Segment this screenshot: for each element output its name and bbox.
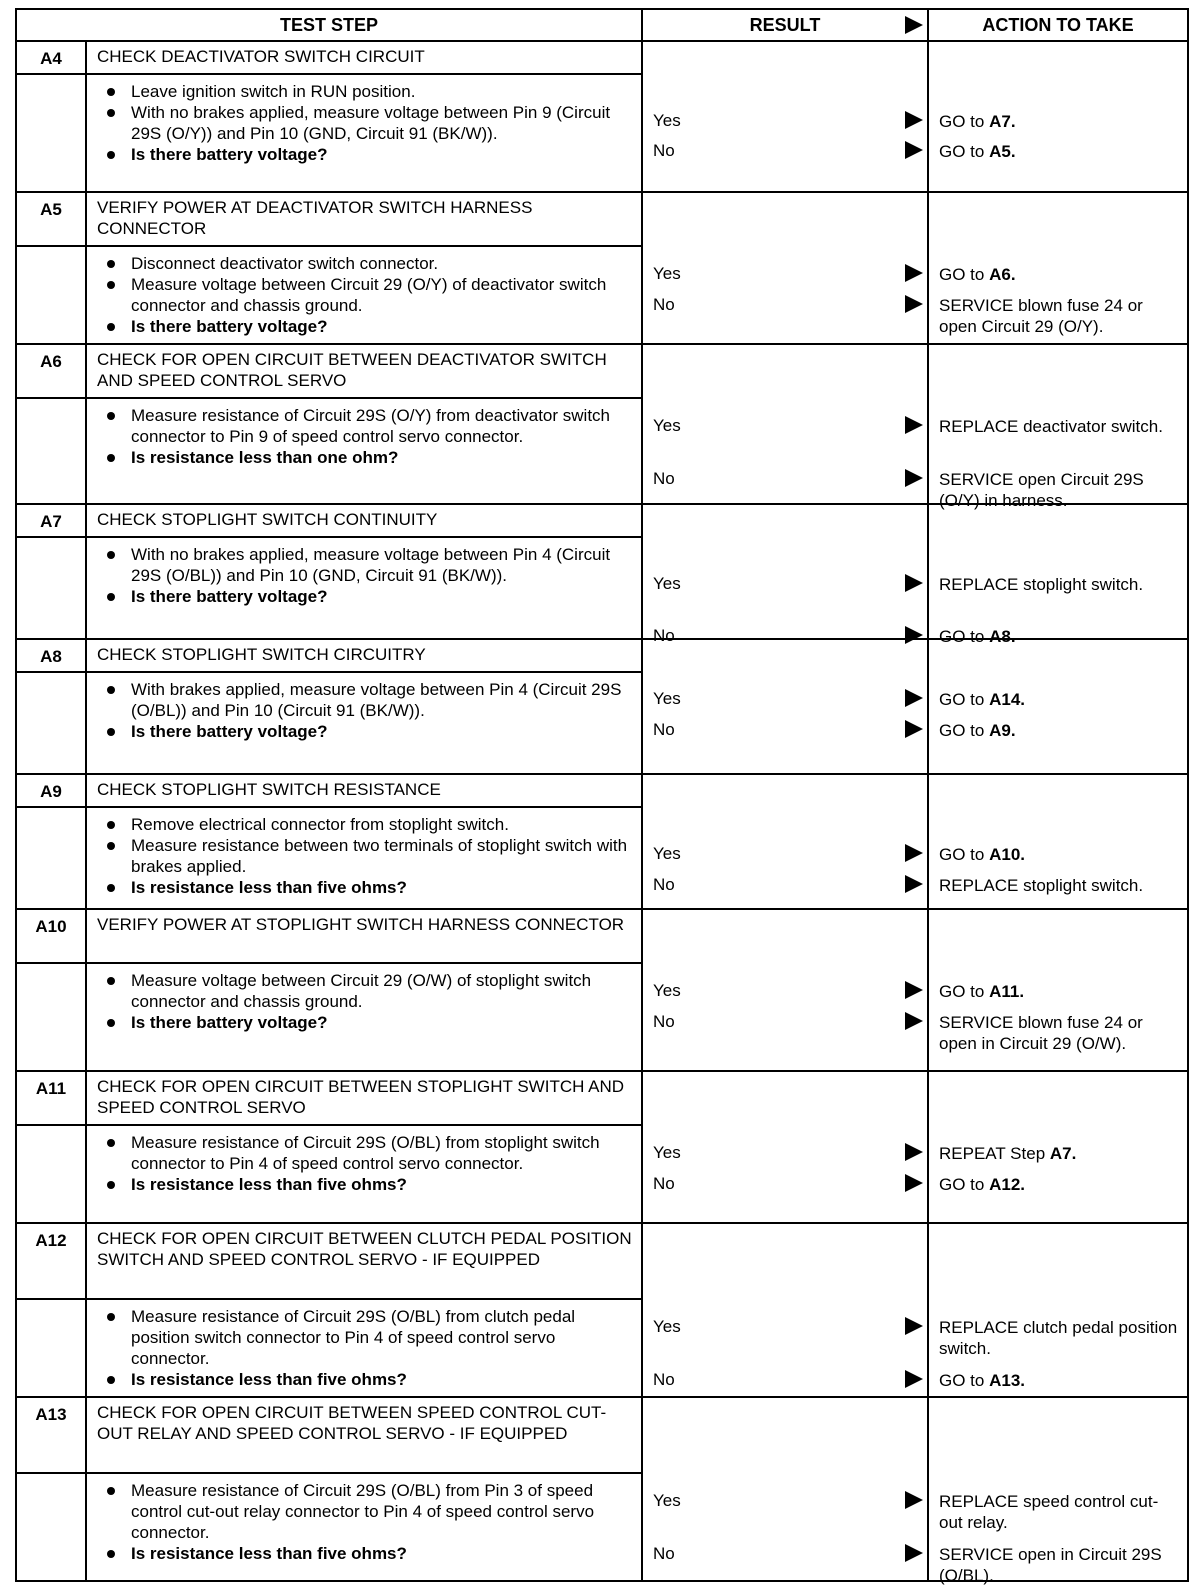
result-yes-label: Yes (653, 1491, 681, 1510)
action-no (939, 1174, 1181, 1195)
action-cell (928, 774, 1188, 909)
step-id: A6 (16, 344, 86, 398)
list-item (97, 1480, 631, 1543)
step-title-row (16, 909, 1188, 963)
action-yes-target: A7. (1049, 1144, 1077, 1163)
arrow-icon (905, 16, 923, 34)
arrow-icon (905, 111, 923, 129)
arrow-icon (905, 416, 923, 434)
header-result (642, 9, 928, 41)
header-action: ACTION TO TAKE (928, 9, 1188, 41)
list-item (97, 405, 631, 447)
result-no (643, 1011, 927, 1033)
step-id: A4 (16, 41, 86, 74)
action-no-text: SERVICE blown fuse 24 or open Circuit 29 (O/Y). (939, 296, 1143, 336)
list-item (97, 544, 631, 586)
step-title: VERIFY POWER AT DEACTIVATOR SWITCH HARNESS CONNECTOR (86, 192, 642, 246)
result-cell (642, 1397, 928, 1581)
arrow-icon (905, 141, 923, 159)
bullet-icon (107, 821, 115, 829)
instruction-text: With brakes applied, measure voltage between Pin 4 (Circuit 29S (O/BL)) and Pin 10 (Circuit 91 (BK/W)). (131, 680, 622, 720)
step-id: A11 (16, 1071, 86, 1125)
list-item (97, 316, 631, 337)
action-yes (939, 1143, 1181, 1164)
action-no (939, 875, 1181, 896)
action-no-text: SERVICE open Circuit 29S (O/Y) in harness. (939, 470, 1144, 510)
question-text: Is resistance less than five ohms? (131, 1370, 407, 1389)
result-no-label: No (653, 1174, 675, 1193)
bullet-icon (107, 1019, 115, 1027)
result-no-label: No (653, 1370, 675, 1389)
table-header-row (16, 9, 1188, 41)
instruction-text: Measure resistance of Circuit 29S (O/BL) from stoplight switch connector to Pin 4 of speed control servo connector. (131, 1133, 600, 1173)
step-title: VERIFY POWER AT STOPLIGHT SWITCH HARNESS CONNECTOR (86, 909, 642, 963)
step-title-row (16, 344, 1188, 398)
action-no-target: A12. (989, 1175, 1026, 1194)
result-yes-label: Yes (653, 574, 681, 593)
step-title: CHECK FOR OPEN CIRCUIT BETWEEN STOPLIGHT SWITCH AND SPEED CONTROL SERVO (86, 1071, 642, 1125)
result-yes-label: Yes (653, 844, 681, 863)
step-title-row (16, 639, 1188, 672)
question-text: Is resistance less than one ohm? (131, 448, 399, 467)
bullet-icon (107, 884, 115, 892)
step-id: A8 (16, 639, 86, 672)
step-id: A12 (16, 1223, 86, 1299)
result-yes-label: Yes (653, 1143, 681, 1162)
arrow-icon (905, 1544, 923, 1562)
action-no-text: GO to (939, 1371, 990, 1390)
action-no (939, 1370, 1181, 1391)
step-id-blank (16, 1473, 86, 1581)
result-yes (643, 1490, 927, 1512)
instruction-text: Remove electrical connector from stoplight switch. (131, 815, 509, 834)
result-no-label: No (653, 1012, 675, 1031)
step-instructions (86, 1299, 642, 1397)
list-item (97, 1306, 631, 1369)
result-cell (642, 774, 928, 909)
list-item (97, 835, 631, 877)
step-title-row (16, 504, 1188, 537)
instruction-list (97, 679, 631, 742)
action-no (939, 295, 1181, 337)
action-yes-text: REPLACE clutch pedal position switch. (939, 1318, 1178, 1358)
step-title-row (16, 1397, 1188, 1473)
action-yes (939, 689, 1181, 710)
list-item (97, 679, 631, 721)
action-cell (928, 1397, 1188, 1585)
instruction-text: Measure resistance of Circuit 29S (O/BL) from clutch pedal position switch connector to Pin 4 of speed control servo connector. (131, 1307, 576, 1368)
arrow-icon (905, 875, 923, 893)
action-no (939, 1012, 1181, 1054)
result-no-label: No (653, 1544, 675, 1563)
bullet-icon (107, 728, 115, 736)
step-id-blank (16, 1125, 86, 1223)
result-cell (642, 192, 928, 344)
question-text: Is resistance less than five ohms? (131, 1544, 407, 1563)
list-item (97, 1543, 631, 1564)
action-no-text: SERVICE blown fuse 24 or open in Circuit 29 (O/W). (939, 1013, 1143, 1053)
bullet-icon (107, 151, 115, 159)
bullet-icon (107, 1487, 115, 1495)
result-yes (643, 1142, 927, 1164)
list-item (97, 274, 631, 316)
step-title-row (16, 1223, 1188, 1299)
step-id-blank (16, 963, 86, 1071)
instruction-list (97, 405, 631, 468)
list-item (97, 144, 631, 165)
result-yes-label: Yes (653, 416, 681, 435)
action-yes (939, 844, 1181, 865)
step-title: CHECK STOPLIGHT SWITCH CIRCUITRY (86, 639, 642, 672)
result-no (643, 1173, 927, 1195)
action-no-text: REPLACE stoplight switch. (939, 876, 1144, 895)
result-yes (643, 573, 927, 595)
action-yes (939, 416, 1181, 437)
arrow-icon (905, 1012, 923, 1030)
step-instructions (86, 246, 642, 344)
step-instructions (86, 807, 642, 909)
question-text: Is there battery voltage? (131, 145, 328, 164)
instruction-text: Leave ignition switch in RUN position. (131, 82, 416, 101)
result-no (643, 874, 927, 896)
action-cell (928, 504, 1188, 646)
action-no (939, 141, 1181, 162)
result-yes (643, 110, 927, 132)
arrow-icon (905, 981, 923, 999)
result-no (643, 294, 927, 316)
step-title: CHECK STOPLIGHT SWITCH CONTINUITY (86, 504, 642, 537)
bullet-icon (107, 323, 115, 331)
instruction-list (97, 970, 631, 1033)
instruction-text: Measure voltage between Circuit 29 (O/Y) of deactivator switch connector and chassis ground. (131, 275, 607, 315)
action-yes-text: GO to (939, 690, 990, 709)
question-text: Is there battery voltage? (131, 722, 328, 741)
step-id-blank (16, 398, 86, 504)
list-item (97, 877, 631, 898)
step-id-blank (16, 672, 86, 774)
step-id: A10 (16, 909, 86, 963)
result-cell (642, 344, 928, 504)
action-no-target: A5. (989, 142, 1016, 161)
instruction-text: Measure resistance of Circuit 29S (O/Y) from deactivator switch connector to Pin 9 of speed control servo connector. (131, 406, 610, 446)
step-instructions (86, 672, 642, 774)
result-no (643, 1543, 927, 1565)
action-yes-text: GO to (939, 265, 990, 284)
bullet-icon (107, 842, 115, 850)
step-id: A5 (16, 192, 86, 246)
step-instructions (86, 1473, 642, 1581)
action-no-text: GO to (939, 721, 990, 740)
result-cell (642, 909, 928, 1071)
result-no-label: No (653, 626, 675, 645)
step-id-blank (16, 1299, 86, 1397)
action-no-text: GO to (939, 627, 990, 646)
result-yes (643, 688, 927, 710)
action-yes-text: GO to (939, 845, 990, 864)
action-yes-text: REPLACE stoplight switch. (939, 575, 1144, 594)
arrow-icon (905, 1491, 923, 1509)
bullet-icon (107, 1181, 115, 1189)
action-cell (928, 1071, 1188, 1223)
step-title: CHECK FOR OPEN CIRCUIT BETWEEN CLUTCH PEDAL POSITION SWITCH AND SPEED CONTROL SERVO - IF EQUIPPED (86, 1223, 642, 1299)
result-cell (642, 504, 928, 645)
list-item (97, 1132, 631, 1174)
arrow-icon (905, 264, 923, 282)
bullet-icon (107, 1313, 115, 1321)
bullet-icon (107, 977, 115, 985)
arrow-icon (905, 1174, 923, 1192)
result-yes (643, 1316, 927, 1338)
instruction-text: With no brakes applied, measure voltage between Pin 4 (Circuit 29S (O/BL)) and Pin 10 (GND, Circuit 91 (BK/W)). (131, 545, 611, 585)
result-cell (642, 1071, 928, 1223)
instruction-list (97, 814, 631, 898)
action-no-text: GO to (939, 1175, 990, 1194)
action-yes-target: A10. (989, 845, 1026, 864)
bullet-icon (107, 281, 115, 289)
action-cell (928, 909, 1188, 1071)
action-yes (939, 1491, 1181, 1533)
step-title: CHECK DEACTIVATOR SWITCH CIRCUIT (86, 41, 642, 74)
arrow-icon (905, 720, 923, 738)
header-test-step: TEST STEP (16, 9, 642, 41)
arrow-icon (905, 1143, 923, 1161)
result-yes (643, 415, 927, 437)
step-title-row (16, 774, 1188, 807)
result-yes-label: Yes (653, 981, 681, 1000)
instruction-list (97, 544, 631, 607)
action-no (939, 1544, 1181, 1586)
list-item (97, 102, 631, 144)
step-id: A13 (16, 1397, 86, 1473)
action-yes (939, 574, 1181, 595)
step-instructions (86, 1125, 642, 1223)
step-title-row (16, 1071, 1188, 1125)
action-no-target: A9. (989, 721, 1016, 740)
action-no-target: A8. (989, 627, 1016, 646)
instruction-text: Measure resistance of Circuit 29S (O/BL) from Pin 3 of speed control cut-out relay connector to Pin 4 of speed control servo connector. (131, 1481, 595, 1542)
instruction-list (97, 1132, 631, 1195)
bullet-icon (107, 412, 115, 420)
instruction-list (97, 253, 631, 337)
action-yes-text: REPLACE deactivator switch. (939, 417, 1163, 436)
bullet-icon (107, 1550, 115, 1558)
header-result-label: RESULT (749, 14, 821, 35)
step-instructions (86, 537, 642, 639)
step-instructions (86, 74, 642, 192)
question-text: Is there battery voltage? (131, 317, 328, 336)
result-no-label: No (653, 875, 675, 894)
arrow-icon (905, 295, 923, 313)
result-no-label: No (653, 469, 675, 488)
arrow-icon (905, 844, 923, 862)
action-yes-text: GO to (939, 982, 990, 1001)
bullet-icon (107, 686, 115, 694)
list-item (97, 970, 631, 1012)
step-instructions (86, 398, 642, 504)
arrow-icon (905, 469, 923, 487)
bullet-icon (107, 593, 115, 601)
instruction-text: Measure voltage between Circuit 29 (O/W) of stoplight switch connector and chassis ground. (131, 971, 592, 1011)
action-yes-target: A7. (989, 112, 1016, 131)
step-id: A7 (16, 504, 86, 537)
instruction-list (97, 1480, 631, 1564)
step-title: CHECK STOPLIGHT SWITCH RESISTANCE (86, 774, 642, 807)
step-instructions (86, 963, 642, 1071)
result-no (643, 140, 927, 162)
result-yes-label: Yes (653, 1317, 681, 1336)
question-text: Is resistance less than five ohms? (131, 1175, 407, 1194)
question-text: Is there battery voltage? (131, 587, 328, 606)
result-yes-label: Yes (653, 111, 681, 130)
action-yes (939, 1317, 1181, 1359)
result-no-label: No (653, 141, 675, 160)
arrow-icon (905, 689, 923, 707)
action-yes-target: A11. (989, 982, 1025, 1001)
question-text: Is resistance less than five ohms? (131, 878, 407, 897)
action-yes (939, 264, 1181, 285)
action-yes-target: A14. (989, 690, 1026, 709)
list-item (97, 1174, 631, 1195)
list-item (97, 447, 631, 468)
result-no (643, 1369, 927, 1391)
step-id-blank (16, 246, 86, 344)
action-yes-target: A6. (989, 265, 1016, 284)
action-cell (928, 639, 1188, 774)
step-title: CHECK FOR OPEN CIRCUIT BETWEEN DEACTIVATOR SWITCH AND SPEED CONTROL SERVO (86, 344, 642, 398)
list-item (97, 81, 631, 102)
action-cell (928, 1223, 1188, 1397)
result-yes-label: Yes (653, 689, 681, 708)
step-title: CHECK FOR OPEN CIRCUIT BETWEEN SPEED CONTROL CUT-OUT RELAY AND SPEED CONTROL SERVO - IF EQUIPPED (86, 1397, 642, 1473)
list-item (97, 814, 631, 835)
result-yes (643, 843, 927, 865)
action-yes (939, 981, 1181, 1002)
action-yes (939, 111, 1181, 132)
action-no (939, 720, 1181, 741)
step-id-blank (16, 807, 86, 909)
list-item (97, 586, 631, 607)
result-no (643, 719, 927, 741)
result-yes (643, 263, 927, 285)
bullet-icon (107, 109, 115, 117)
bullet-icon (107, 1139, 115, 1147)
bullet-icon (107, 1376, 115, 1384)
steps-body (16, 41, 1188, 1585)
result-no-label: No (653, 295, 675, 314)
question-text: Is there battery voltage? (131, 1013, 328, 1032)
result-yes (643, 980, 927, 1002)
instruction-text: With no brakes applied, measure voltage between Pin 9 (Circuit 29S (O/Y)) and Pin 10 (GND, Circuit 91 (BK/W)). (131, 103, 611, 143)
action-no-text: SERVICE open in Circuit 29S (O/BL). (939, 1545, 1162, 1585)
instruction-text: Disconnect deactivator switch connector. (131, 254, 439, 273)
diagnostic-table (15, 8, 1189, 1585)
result-no (643, 468, 927, 490)
bullet-icon (107, 454, 115, 462)
bullet-icon (107, 260, 115, 268)
action-cell (928, 192, 1188, 344)
action-cell (928, 41, 1188, 192)
arrow-icon (905, 1370, 923, 1388)
step-title-row (16, 192, 1188, 246)
list-item (97, 1369, 631, 1390)
step-title-row (16, 41, 1188, 74)
instruction-text: Measure resistance between two terminals of stoplight switch with brakes applied. (131, 836, 628, 876)
result-no-label: No (653, 720, 675, 739)
arrow-icon (905, 574, 923, 592)
arrow-icon (905, 1317, 923, 1335)
result-cell (642, 639, 928, 774)
result-yes-label: Yes (653, 264, 681, 283)
action-yes-text: REPLACE speed control cut-out relay. (939, 1492, 1159, 1532)
step-id-blank (16, 537, 86, 639)
step-id-blank (16, 74, 86, 192)
result-cell (642, 41, 928, 192)
step-id: A9 (16, 774, 86, 807)
action-cell (928, 344, 1188, 510)
instruction-list (97, 81, 631, 165)
action-no-target: A13. (989, 1371, 1026, 1390)
action-yes-text: GO to (939, 112, 990, 131)
result-cell (642, 1223, 928, 1397)
list-item (97, 721, 631, 742)
bullet-icon (107, 88, 115, 96)
list-item (97, 1012, 631, 1033)
action-no-text: GO to (939, 142, 990, 161)
bullet-icon (107, 551, 115, 559)
action-yes-text: REPEAT Step (939, 1144, 1050, 1163)
list-item (97, 253, 631, 274)
instruction-list (97, 1306, 631, 1390)
